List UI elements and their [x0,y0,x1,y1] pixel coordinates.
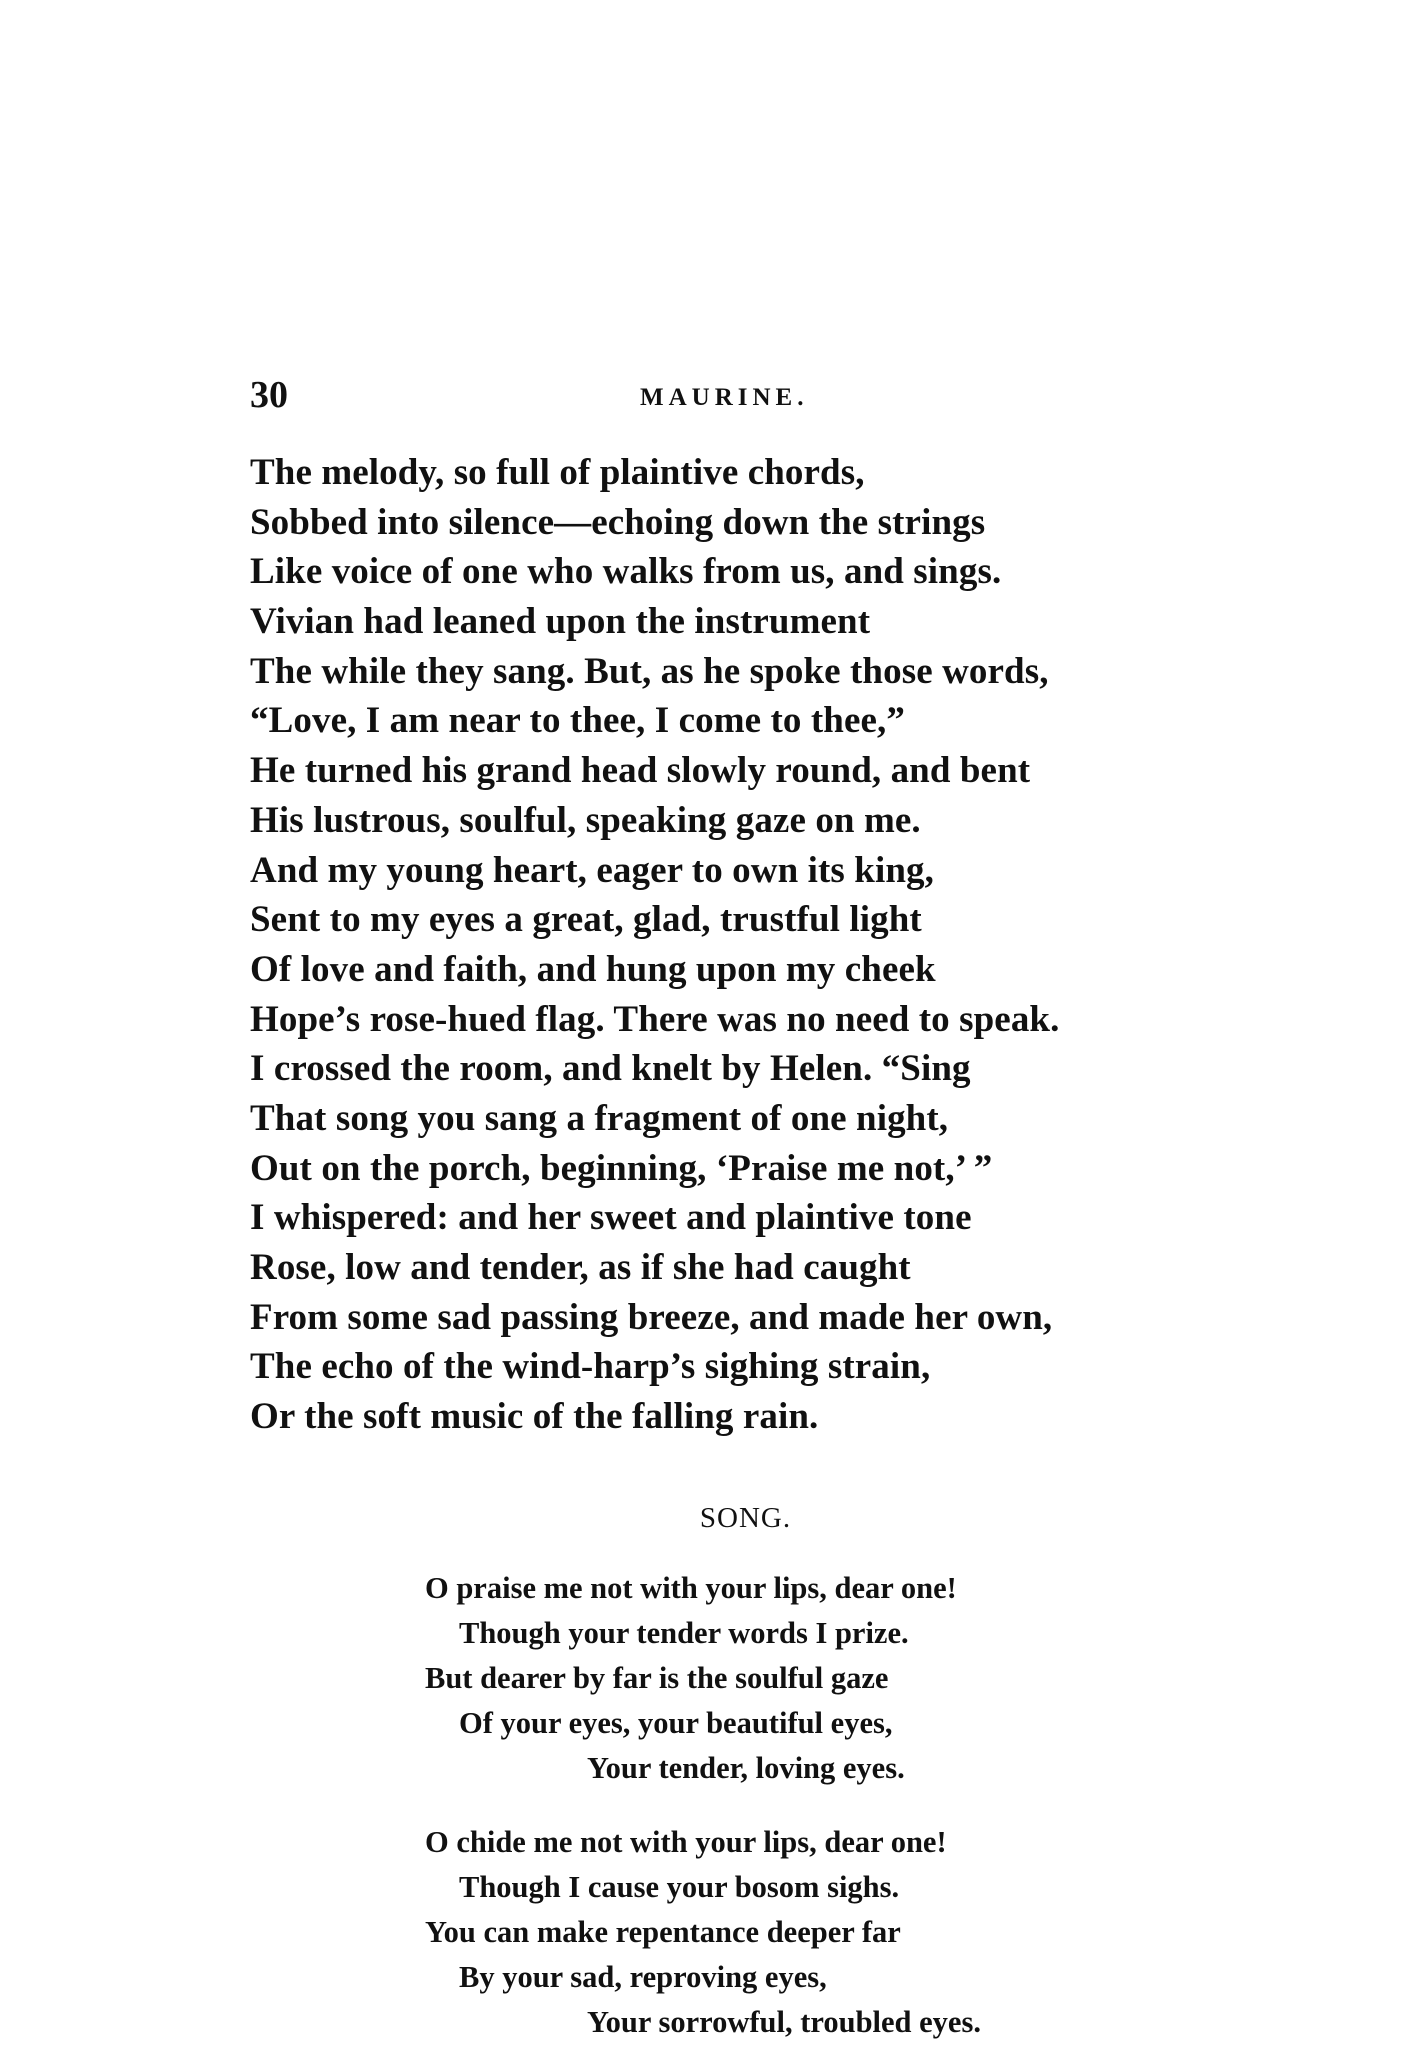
song-line: Your sorrowful, troubled eyes. [587,2005,981,2039]
verse-line: The melody, so full of plaintive chords, [250,452,865,493]
verse-line: Sobbed into silence—echoing down the strings [250,501,986,543]
verse-line: Or the soft music of the falling rain. [250,1396,819,1438]
verse-line: I crossed the room, and knelt by Helen. “Sing [250,1048,971,1090]
verse-line: Rose, low and tender, as if she had caught [250,1247,911,1288]
verse-line: The while they sang. But, as he spoke those words, [250,650,1049,692]
book-title: MAURINE. [640,384,809,411]
running-head [250,372,1120,422]
song-line: Of your eyes, your beautiful eyes, [459,1706,893,1740]
verse-line: And my young heart, eager to own its king, [250,849,934,891]
song-line: O praise me not with your lips, dear one! [425,1571,957,1605]
song-stanza-1 [425,1566,1225,1791]
verse-line: That song you sang a fragment of one night, [250,1097,949,1139]
song-line: Your tender, loving eyes. [587,1751,905,1785]
verse-line: I whispered: and her sweet and plaintive tone [250,1197,972,1239]
verse-line: “Love, I am near to thee, I come to thee,” [250,700,905,742]
song-line: By your sad, reproving eyes, [459,1960,827,1994]
song-line: O chide me not with your lips, dear one! [425,1825,947,1859]
song-line: But dearer by far is the soulful gaze [425,1661,889,1695]
verse-line: Vivian had leaned upon the instrument [250,601,871,643]
song-line: Though I cause your bosom sighs. [459,1870,900,1904]
verse-line: Of love and faith, and hung upon my cheek [250,948,936,990]
song-heading: SONG. [699,1502,792,1534]
verse-line: Like voice of one who walks from us, and sings. [250,551,1002,593]
verse-line: The echo of the wind-harp’s sighing strain, [250,1346,931,1388]
song-stanza-2 [425,1820,1225,2045]
verse-line: From some sad passing breeze, and made her own, [250,1296,1053,1338]
verse-line: He turned his grand head slowly round, and bent [250,750,1031,792]
song-line: Though your tender words I prize. [459,1616,909,1650]
verse-line: Out on the porch, beginning, ‘Praise me not,’ ” [250,1147,993,1189]
song-line: You can make repentance deeper far [425,1915,901,1949]
page-number: 30 [250,374,288,416]
verse-line: Sent to my eyes a great, glad, trustful light [250,899,922,941]
narrative-verse [250,448,1270,1442]
verse-line: Hope’s rose-hued flag. There was no need to speak. [250,998,1060,1040]
verse-line: His lustrous, soulful, speaking gaze on me. [250,799,921,841]
